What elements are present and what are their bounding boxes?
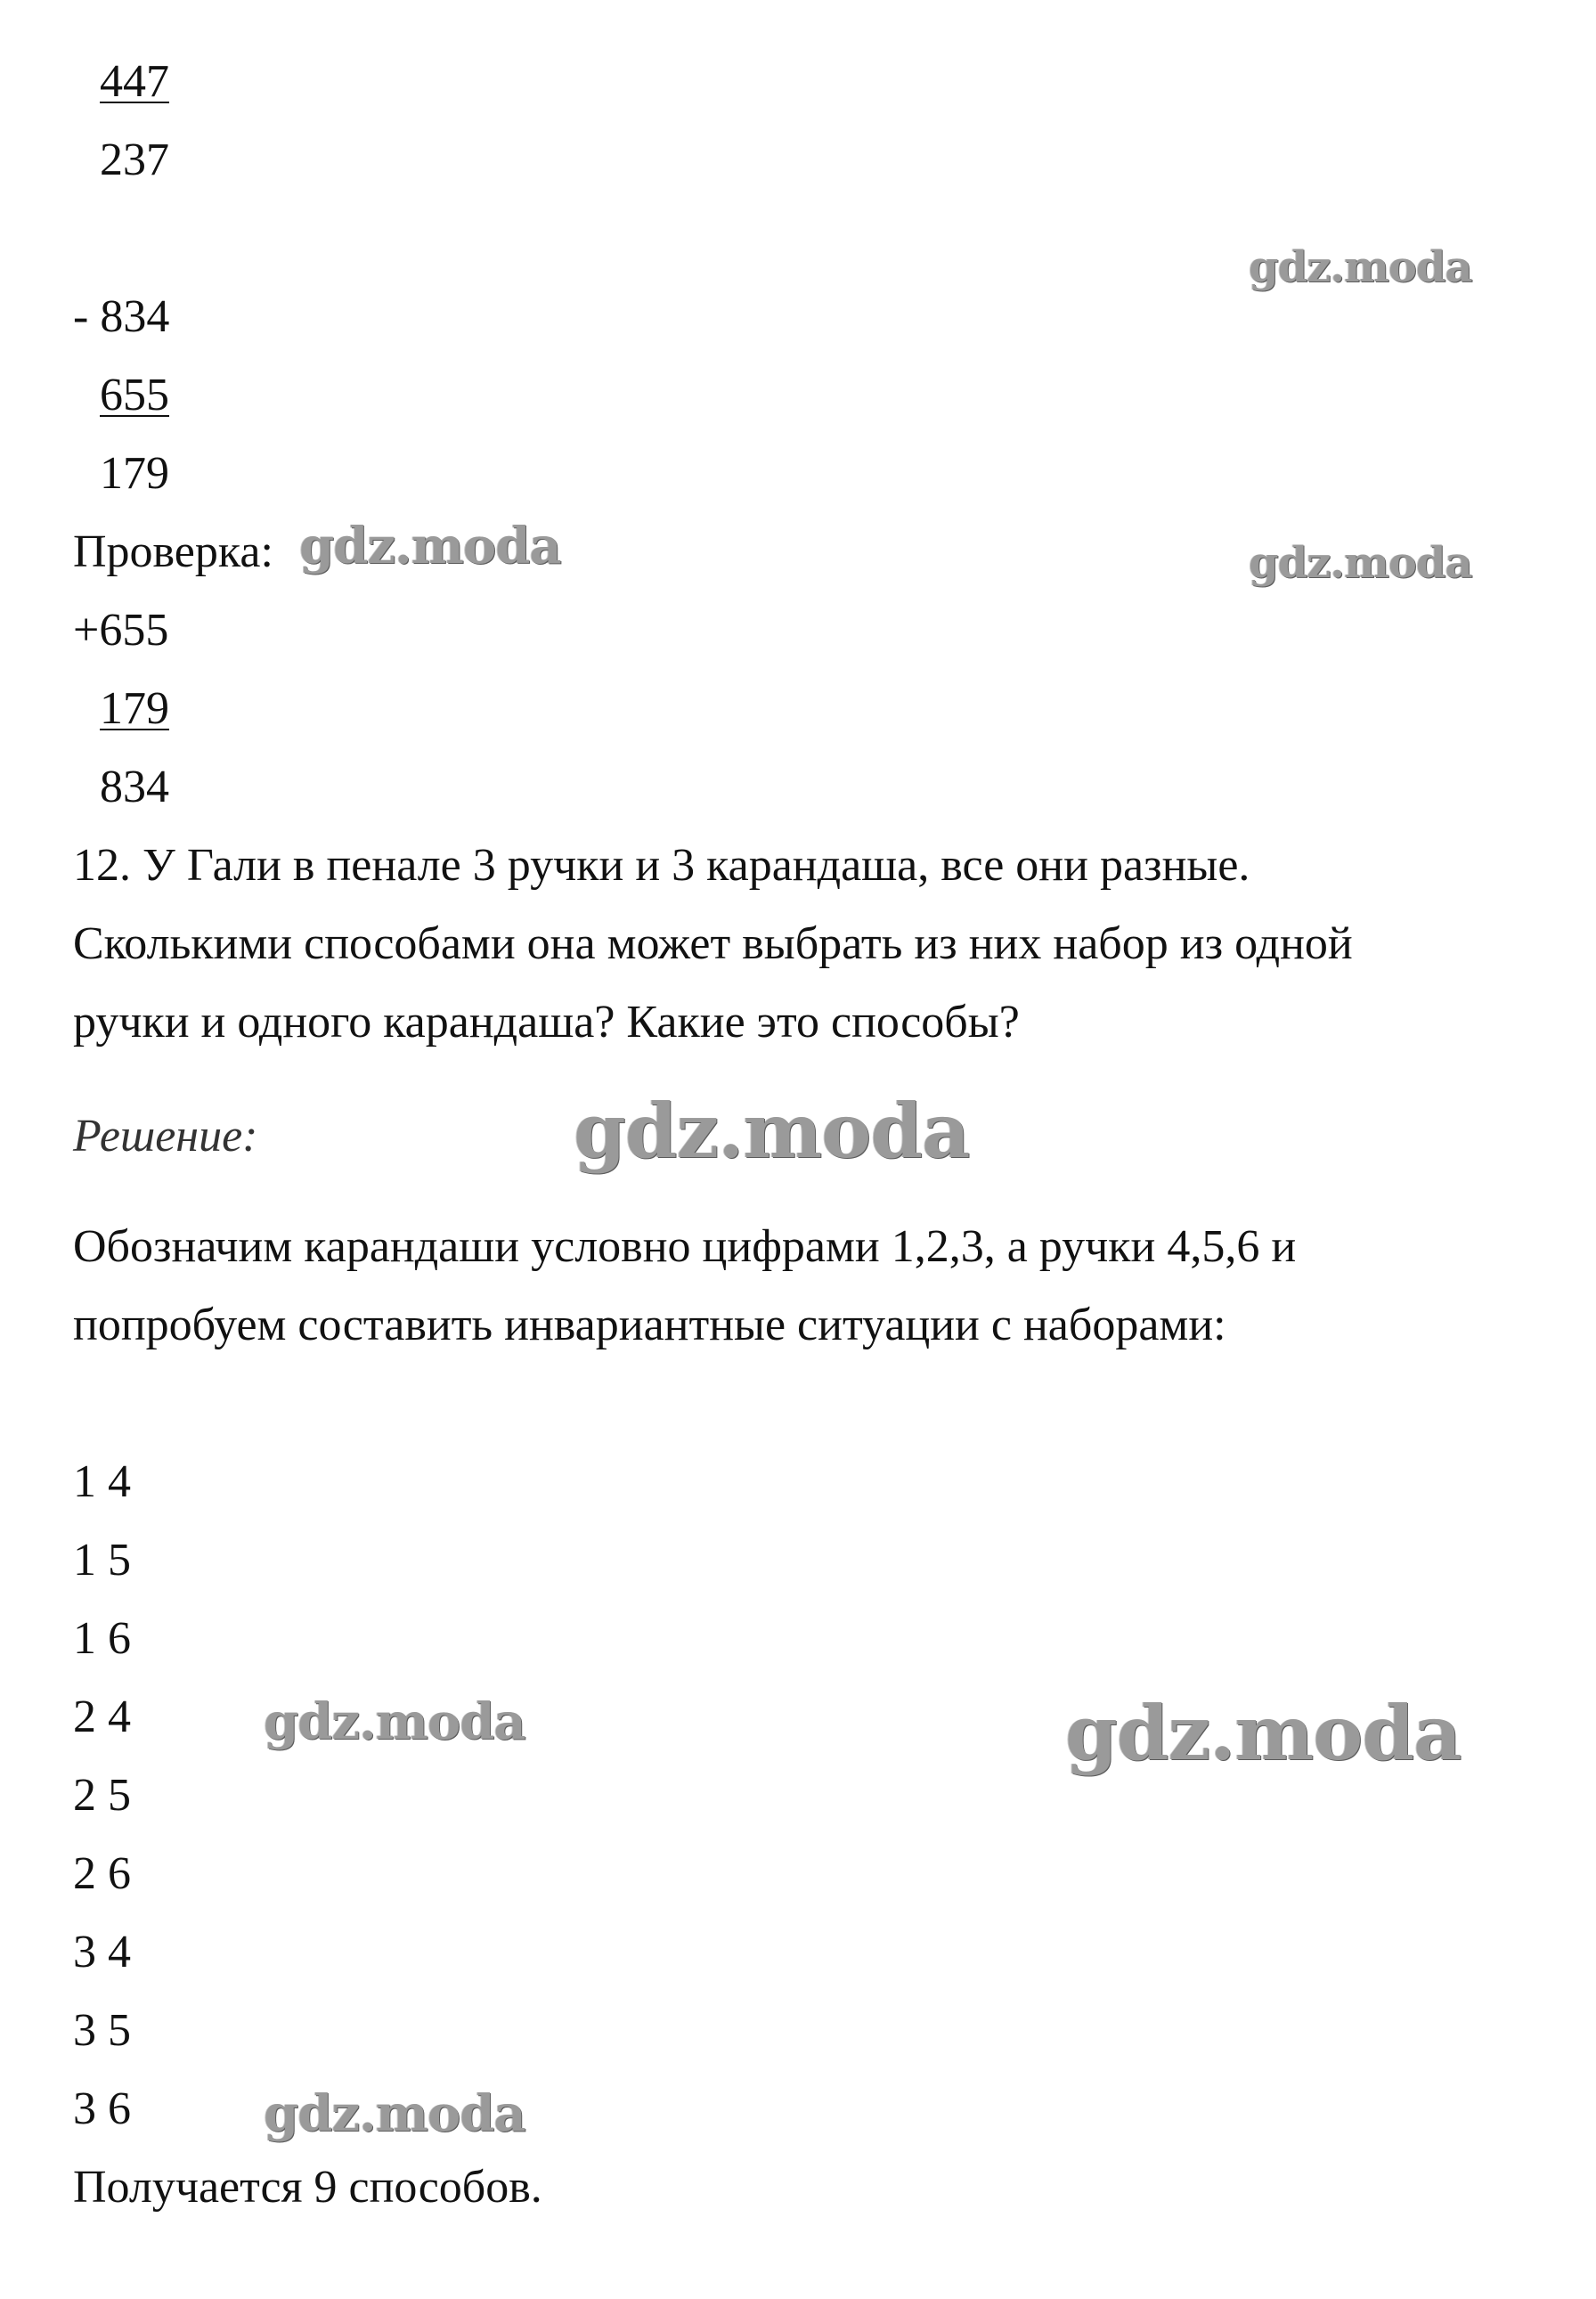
pair-item: 2 4 (73, 1692, 131, 1742)
task-text-line-1: 12. У Гали в пенале 3 ручки и 3 карандаша, все они разные. (73, 840, 1250, 891)
pair-item: 1 4 (73, 1456, 131, 1507)
watermark: gdz.moda (1249, 242, 1472, 292)
watermark: gdz.moda (1065, 1689, 1462, 1777)
pair-item: 3 6 (73, 2083, 131, 2134)
solution-conclusion: Получается 9 способов. (73, 2162, 542, 2213)
task-text-line-3: ручки и одного карандаша? Какие это способы? (73, 997, 1020, 1048)
pair-item: 3 4 (73, 1927, 131, 1977)
watermark: gdz.moda (299, 517, 561, 575)
calc-top-line-2: 237 (100, 135, 169, 185)
calc-top-line-1: 447 (100, 56, 169, 107)
check-addend-2: 179 (100, 683, 169, 734)
subtraction-minuend: - 834 (73, 291, 170, 342)
subtraction-subtrahend: 655 (100, 370, 169, 420)
pair-item: 3 5 (73, 2005, 131, 2056)
pair-item: 2 5 (73, 1770, 131, 1821)
pair-item: 2 6 (73, 1848, 131, 1899)
pair-item: 1 6 (73, 1613, 131, 1664)
watermark: gdz.moda (574, 1087, 970, 1175)
watermark: gdz.moda (1249, 538, 1472, 588)
solution-text-line-2: попробуем составить инвариантные ситуации с наборами: (73, 1300, 1226, 1350)
check-sum: 834 (100, 762, 169, 812)
check-addend-1: +655 (73, 605, 169, 656)
task-text-line-2: Сколькими способами она может выбрать из них набор из одной (73, 918, 1353, 969)
solution-label: Решение: (73, 1111, 258, 1162)
check-label: Проверка: (73, 526, 273, 577)
solution-text-line-1: Обозначим карандаши условно цифрами 1,2,3, а ручки 4,5,6 и (73, 1221, 1297, 1272)
subtraction-result: 179 (100, 448, 169, 499)
watermark: gdz.moda (264, 1692, 525, 1751)
pair-item: 1 5 (73, 1535, 131, 1586)
watermark: gdz.moda (264, 2084, 525, 2143)
